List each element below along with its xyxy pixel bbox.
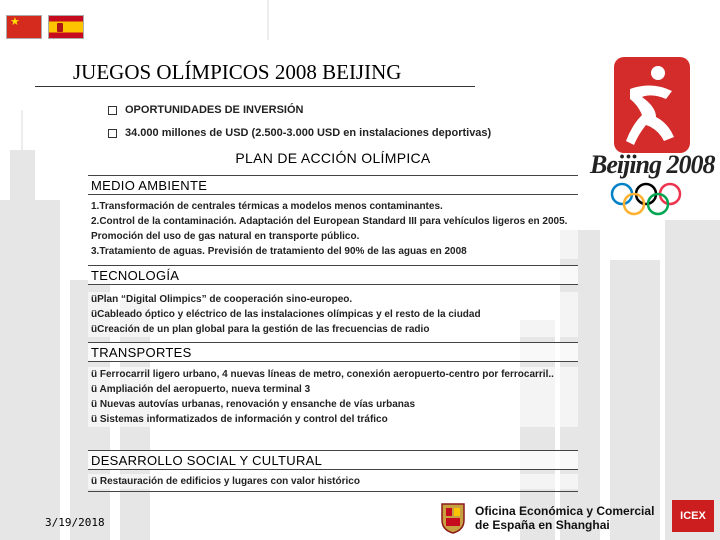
section-body-medio-ambiente bbox=[88, 199, 578, 259]
section-heading-desarrollo: DESARROLLO SOCIAL Y CULTURAL bbox=[88, 450, 578, 470]
section-line: ü Ampliación del aeropuerto, nueva terminal 3 bbox=[91, 384, 311, 395]
office-line-2: de España en Shanghai bbox=[475, 518, 610, 532]
section-body-transportes bbox=[88, 367, 578, 427]
date-label: 3/19/2018 bbox=[45, 516, 105, 529]
logo-text: Beijing 2008 bbox=[590, 150, 715, 179]
square-bullet-icon bbox=[108, 129, 117, 138]
section-line: ü Nuevas autovías urbanas, renovación y ensanche de vías urbanas bbox=[91, 399, 416, 410]
section-line: üPlan “Digital Olimpics” de cooperación sino-europeo. bbox=[91, 294, 353, 305]
office-line-1: Oficina Económica y Comercial bbox=[475, 504, 655, 518]
section-line: 1.Transformación de centrales térmicas a modelos menos contaminantes. bbox=[91, 201, 443, 212]
bullet-item bbox=[108, 104, 303, 116]
section-line: üCreación de un plan global para la gestión de las frecuencias de radio bbox=[91, 324, 430, 335]
section-heading-tecnologia: TECNOLOGÍA bbox=[88, 265, 578, 285]
section-body-desarrollo bbox=[88, 474, 578, 489]
china-flag-icon: ★ bbox=[6, 15, 42, 39]
olympic-rings-icon bbox=[608, 182, 708, 218]
section-heading-transportes: TRANSPORTES bbox=[88, 342, 578, 362]
section-heading-medio-ambiente: MEDIO AMBIENTE bbox=[88, 175, 578, 195]
plan-title: PLAN DE ACCIÓN OLÍMPICA bbox=[235, 150, 431, 166]
section-divider bbox=[88, 491, 578, 492]
section-line: ü Sistemas informatizados de información y control del tráfico bbox=[91, 414, 388, 425]
icex-logo: ICEX bbox=[672, 500, 714, 532]
bullet-item bbox=[108, 127, 491, 139]
section-line: ü Ferrocarril ligero urbano, 4 nuevas líneas de metro, conexión aeropuerto-centro por ferrocarril.. bbox=[91, 369, 554, 380]
bullet-text: OPORTUNIDADES DE INVERSIÓN bbox=[125, 104, 304, 116]
section-line: üCableado óptico y eléctrico de las instalaciones olímpicas y el resto de la ciudad bbox=[91, 309, 481, 320]
square-bullet-icon bbox=[108, 106, 117, 115]
spain-flag-icon bbox=[48, 15, 84, 39]
spain-coat-of-arms-icon bbox=[436, 500, 470, 534]
office-name bbox=[475, 504, 654, 532]
section-line: 3.Tratamiento de aguas. Previsión de tratamiento del 90% de las aguas en 2008 bbox=[91, 246, 467, 257]
section-line: 2.Control de la contaminación. Adaptación del European Standard III para vehículos ligeros en 2005. Promoción del uso de gas natural en transporte público. bbox=[91, 216, 568, 242]
beijing-2008-emblem-icon bbox=[612, 55, 692, 155]
bullet-text: 34.000 millones de USD (2.500-3.000 USD en instalaciones deportivas) bbox=[125, 127, 492, 139]
section-line: ü Restauración de edificios y lugares con valor histórico bbox=[91, 476, 360, 487]
page-title: JUEGOS OLÍMPICOS 2008 BEIJING bbox=[73, 60, 402, 84]
title-underline bbox=[35, 86, 475, 87]
section-body-tecnologia bbox=[88, 292, 578, 337]
